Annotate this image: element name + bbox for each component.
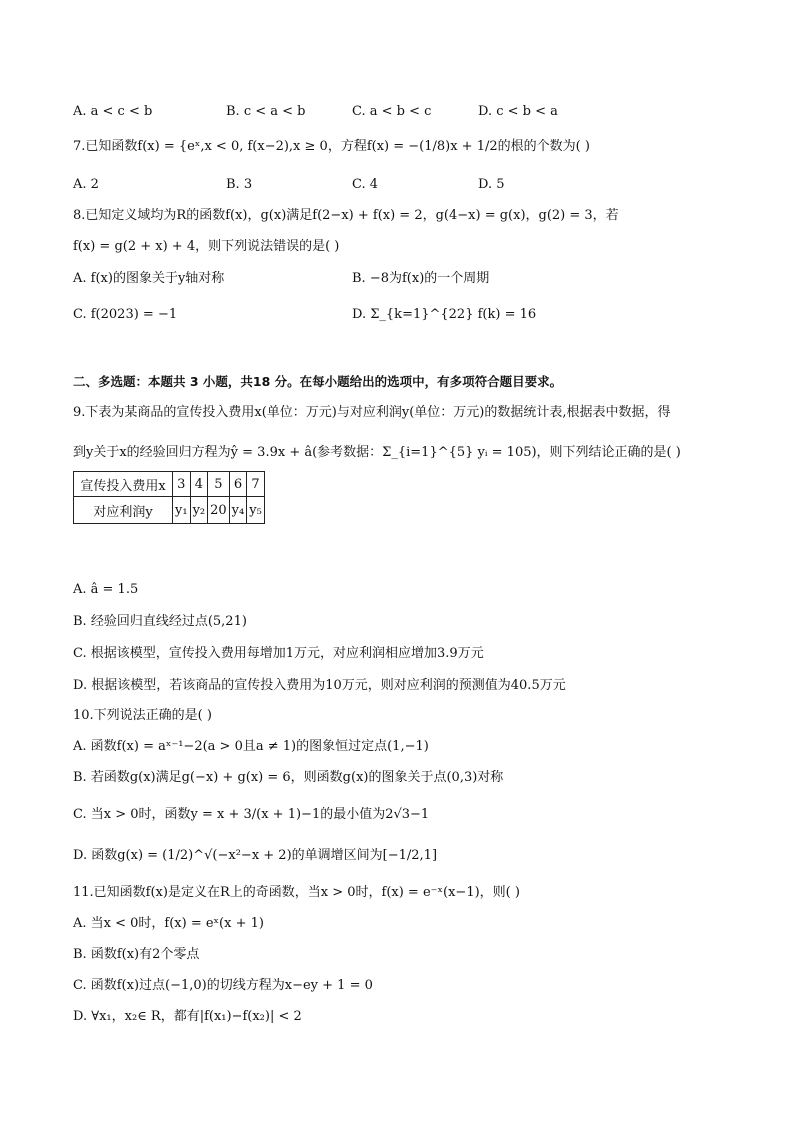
q10-stem: 10.下列说法正确的是( ) bbox=[73, 708, 212, 723]
q8-option-b: B. −8为f(x)的一个周期 bbox=[352, 271, 490, 286]
q9-option-d: D. 根据该模型，若该商品的宣传投入费用为10万元，则对应利润的预测值为40.5万元 bbox=[73, 678, 566, 693]
q11-option-b: B. 函数f(x)有2个零点 bbox=[73, 947, 200, 962]
q9-option-c: C. 根据该模型，宣传投入费用每增加1万元，对应利润相应增加3.9万元 bbox=[73, 646, 484, 661]
q8-stem-line2: f(x) = g(2 + x) + 4，则下列说法错误的是( ) bbox=[73, 239, 340, 254]
q11-option-d: D. ∀x₁，x₂∈ R，都有|f(x₁)−f(x₂)| < 2 bbox=[73, 1009, 302, 1024]
q6-option-c: C. a < b < c bbox=[352, 104, 432, 119]
table-cell: 5 bbox=[208, 472, 230, 497]
q6-option-a: A. a < c < b bbox=[73, 104, 153, 119]
table-cell: 7 bbox=[247, 472, 265, 497]
q10-option-c: C. 当x > 0时，函数y = x + 3/(x + 1)−1的最小值为2√3−1 bbox=[73, 807, 430, 822]
q7-stem: 7.已知函数f(x) = {eˣ,x < 0, f(x−2),x ≥ 0，方程f(x) = −(1/8)x + 1/2的根的个数为( ) bbox=[73, 139, 590, 154]
q9-stem-line1: 9.下表为某商品的宣传投入费用x(单位：万元)与对应利润y(单位：万元)的数据统计表,根据表中数据，得 bbox=[73, 405, 671, 420]
q8-stem-line1: 8.已知定义域均为R的函数f(x)，g(x)满足f(2−x) + f(x) = 2，g(4−x) = g(x)，g(2) = 3，若 bbox=[73, 208, 619, 223]
q9-option-b: B. 经验回归直线经过点(5,21) bbox=[73, 614, 247, 629]
q9-stem-line2: 到y关于x的经验回归方程为ŷ = 3.9x + â(参考数据：Σ_{i=1}^{5} yᵢ = 105)，则下列结论正确的是( ) bbox=[73, 445, 681, 460]
q10-option-d: D. 函数g(x) = (1/2)^√(−x²−x + 2)的单调增区间为[−1/2,1] bbox=[73, 848, 438, 863]
q8-option-d: D. Σ_{k=1}^{22} f(k) = 16 bbox=[352, 307, 537, 322]
q6-option-d: D. c < b < a bbox=[478, 104, 558, 119]
table-cell: 20 bbox=[208, 497, 230, 524]
q11-stem: 11.已知函数f(x)是定义在R上的奇函数，当x > 0时，f(x) = e⁻ˣ(x−1)，则( ) bbox=[73, 885, 520, 900]
table-cell: 6 bbox=[229, 472, 247, 497]
q11-option-c: C. 函数f(x)过点(−1,0)的切线方程为x−ey + 1 = 0 bbox=[73, 978, 373, 993]
q9-option-a: A. â = 1.5 bbox=[73, 582, 139, 597]
table-cell: 3 bbox=[173, 472, 191, 497]
q8-option-c: C. f(2023) = −1 bbox=[73, 307, 178, 322]
table-cell: y₁ bbox=[173, 497, 191, 524]
table-row bbox=[74, 497, 265, 524]
q10-option-a: A. 函数f(x) = aˣ⁻¹−2(a > 0且a ≠ 1)的图象恒过定点(1,−1) bbox=[73, 739, 429, 754]
q11-option-a: A. 当x < 0时，f(x) = eˣ(x + 1) bbox=[73, 916, 264, 931]
table-cell: y₅ bbox=[247, 497, 265, 524]
q8-option-a: A. f(x)的图象关于y轴对称 bbox=[73, 271, 225, 286]
table-cell: y₂ bbox=[190, 497, 208, 524]
q7-option-a: A. 2 bbox=[73, 177, 99, 192]
section-heading: 二、多选题：本题共 3 小题，共18 分。在每小题给出的选项中，有多项符合题目要求。 bbox=[73, 374, 563, 389]
q10-option-b: B. 若函数g(x)满足g(−x) + g(x) = 6，则函数g(x)的图象关于点(0,3)对称 bbox=[73, 770, 504, 785]
table-cell: 对应利润y bbox=[74, 497, 173, 524]
q6-option-b: B. c < a < b bbox=[226, 104, 306, 119]
table-cell: 4 bbox=[190, 472, 208, 497]
table-cell: 宣传投入费用x bbox=[74, 472, 173, 497]
data-table bbox=[73, 471, 265, 524]
table-cell: y₄ bbox=[229, 497, 247, 524]
q7-option-c: C. 4 bbox=[352, 177, 379, 192]
table-row bbox=[74, 472, 265, 497]
q7-option-d: D. 5 bbox=[478, 177, 505, 192]
q7-option-b: B. 3 bbox=[226, 177, 253, 192]
